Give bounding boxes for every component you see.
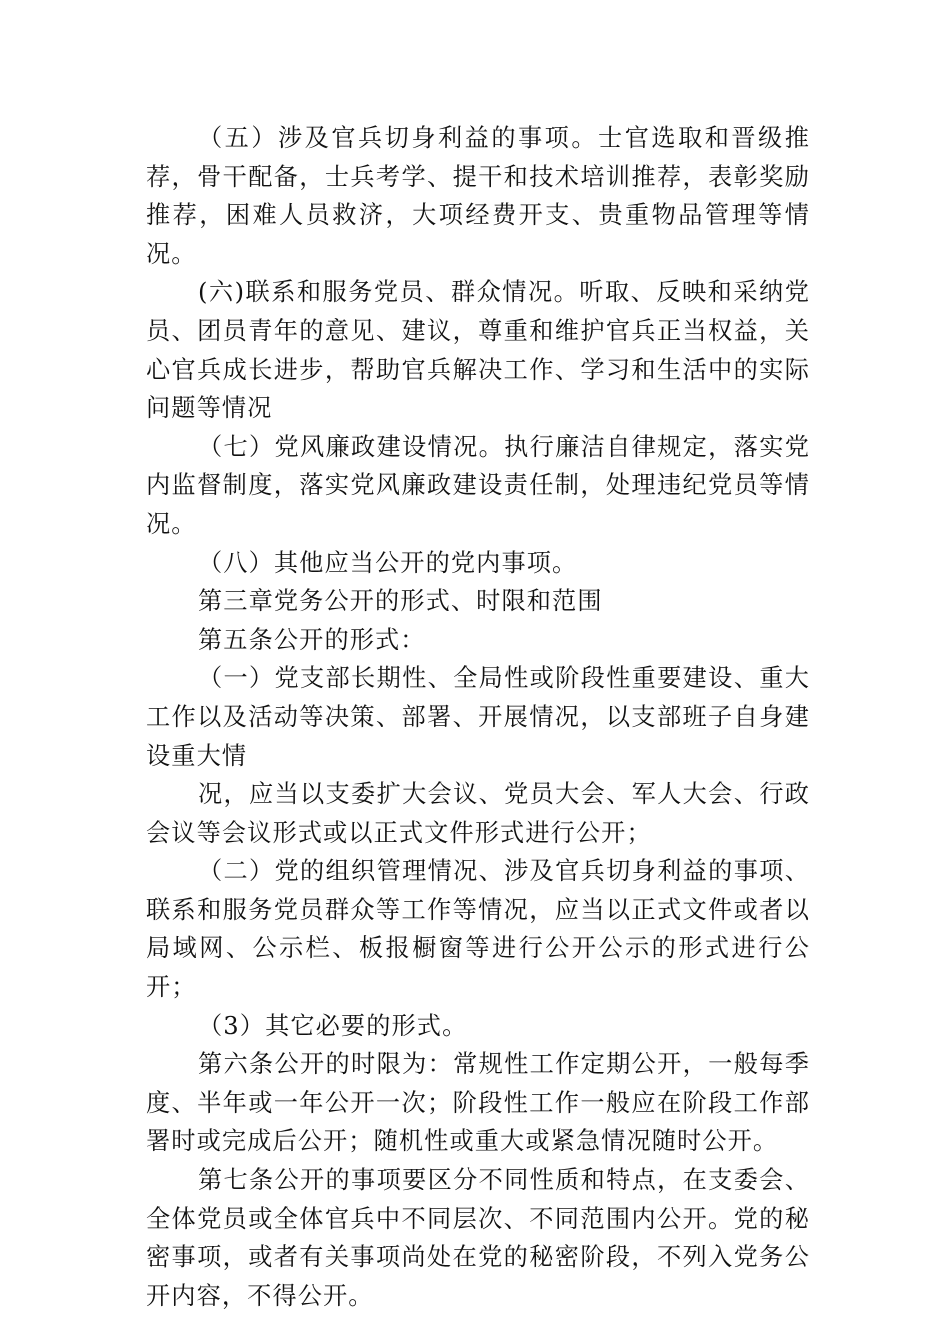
article-five-item-three: （3）其它必要的形式。 — [198, 1011, 468, 1040]
article-five-item-two: （二）党的组织管理情况、涉及官兵切身利益的事项、联系和服务党员群众等工作等情况，应当以正式文件或者以局域网、公示栏、板报橱窗等进行公开公示的形式进行公开； — [146, 857, 810, 1002]
paragraph-seven: （七）党风廉政建设情况。执行廉洁自律规定，落实党内监督制度，落实党风廉政建设责任制，处理违纪党员等情况。 — [146, 432, 810, 538]
document-body — [146, 119, 810, 1315]
article-six: 第六条公开的时限为：常规性工作定期公开，一般每季度、半年或一年公开一次；阶段性工作一般应在阶段工作部署时或完成后公开；随机性或重大或紧急情况随时公开。 — [146, 1050, 810, 1156]
paragraph-five: （五）涉及官兵切身利益的事项。士官选取和晋级推荐，骨干配备，士兵考学、提干和技术培训推荐，表彰奖励推荐，困难人员救济，大项经费开支、贵重物品管理等情况。 — [146, 124, 810, 268]
article-five-item-one-continued: 况，应当以支委扩大会议、党员大会、军人大会、行政会议等会议形式或以正式文件形式进行公开； — [146, 780, 810, 847]
chapter-three-heading: 第三章党务公开的形式、时限和范围 — [198, 587, 603, 616]
article-five-item-one: （一）党支部长期性、全局性或阶段性重要建设、重大工作以及活动等决策、部署、开展情况，以支部班子自身建设重大情 — [146, 664, 810, 770]
article-seven: 第七条公开的事项要区分不同性质和特点，在支委会、全体党员或全体官兵中不同层次、不同范围内公开。党的秘密事项，或者有关事项尚处在党的秘密阶段，不列入党务公开内容，不得公开。 — [146, 1166, 810, 1310]
paragraph-six: (六)联系和服务党员、群众情况。听取、反映和采纳党员、团员青年的意见、建议，尊重和维护官兵正当权益，关心官兵成长进步，帮助官兵解决工作、学习和生活中的实际问题等情况 — [146, 278, 810, 423]
article-five-heading: 第五条公开的形式： — [198, 625, 426, 654]
paragraph-eight: （八）其他应当公开的党内事项。 — [198, 548, 578, 577]
